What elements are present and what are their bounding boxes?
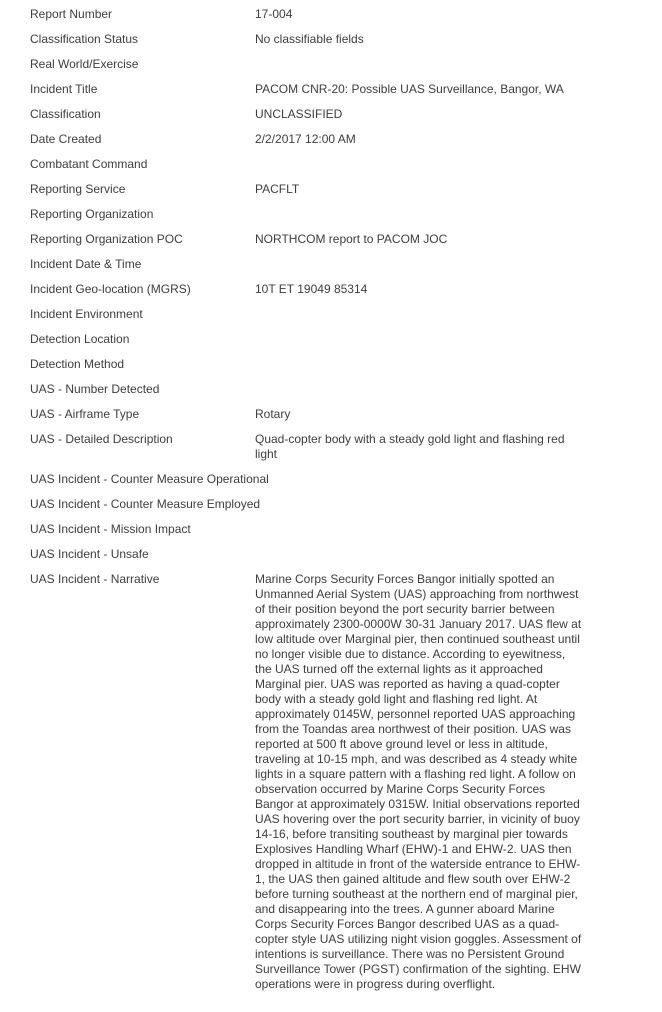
- field-value: [255, 522, 585, 537]
- field-label: Real World/Exercise: [30, 57, 139, 71]
- field-value: [255, 157, 585, 172]
- field-row: [30, 82, 652, 97]
- field-value: [255, 357, 585, 372]
- field-label: Detection Method: [30, 357, 125, 371]
- field-row: [30, 357, 652, 372]
- field-label: Reporting Organization POC: [30, 232, 183, 246]
- field-value: 17-004: [255, 7, 293, 21]
- field-row: [30, 7, 652, 22]
- field-row: [30, 382, 652, 397]
- field-value: [255, 332, 585, 347]
- field-row: [30, 182, 652, 197]
- field-value: UNCLASSIFIED: [255, 107, 343, 121]
- field-row: [30, 432, 652, 462]
- field-row: [30, 32, 652, 47]
- field-value: Rotary: [255, 407, 291, 421]
- field-value: [255, 497, 585, 512]
- field-value: Quad-copter body with a steady gold light and flashing red light: [255, 432, 565, 461]
- field-label: UAS Incident - Counter Measure Employed: [30, 497, 261, 511]
- field-value: [255, 207, 585, 222]
- field-label: Date Created: [30, 132, 102, 146]
- field-label: Incident Title: [30, 82, 98, 96]
- field-value: [255, 547, 585, 562]
- field-row: [30, 257, 652, 272]
- field-row: [30, 332, 652, 347]
- field-value: [255, 382, 585, 397]
- field-list: [30, 7, 652, 992]
- field-row: [30, 572, 652, 992]
- field-label: UAS - Airframe Type: [30, 407, 140, 421]
- field-label: Reporting Service: [30, 182, 126, 196]
- field-value: NORTHCOM report to PACOM JOC: [255, 232, 448, 246]
- field-label: Incident Geo-location (MGRS): [30, 282, 191, 296]
- field-row: [30, 497, 652, 512]
- field-value: PACOM CNR-20: Possible UAS Surveillance, Bangor, WA: [255, 82, 564, 96]
- field-row: [30, 282, 652, 297]
- field-row: [30, 132, 652, 147]
- field-value: 10T ET 19049 85314: [255, 282, 368, 296]
- field-row: [30, 547, 652, 562]
- field-row: [30, 522, 652, 537]
- field-value: PACFLT: [255, 182, 300, 196]
- field-row: [30, 207, 652, 222]
- field-label: UAS Incident - Counter Measure Operational: [30, 472, 269, 486]
- field-label: UAS Incident - Narrative: [30, 572, 160, 586]
- field-value: [255, 57, 585, 72]
- field-row: [30, 107, 652, 122]
- field-label: Report Number: [30, 7, 113, 21]
- field-value: Marine Corps Security Forces Bangor initially spotted an Unmanned Aerial System (UAS) approaching from northwest of their position beyond the port security barrier between approximately 2300-0000W 30-31 January 2017. UAS flew at low altitude over Marginal pier, then continued southeast until no longer visible due to distance. According to eyewitness, the UAS turned off the external lights as it approached Marginal pier. UAS was reported as having a quad-copter body with a steady gold light and flashing red light. At approximately 0145W, personnel reported UAS approaching from the Toandas area northwest of their position. UAS was reported at 500 ft above ground level or less in altitude, traveling at 10-15 mph, and was described as 4 steady white lights in a square pattern with a flashing red light. A follow on observation occurred by Marine Corps Security Forces Bangor at approximately 0315W. Initial observations reported UAS hovering over the port security barrier, in vicinity of buoy 14-16, before transiting southeast by marginal pier towards Explosives Handling Wharf (EHW)-1 and EHW-2. UAS then dropped in altitude in front of the waterside entrance to EHW-1, the UAS then gained altitude and flew south over EHW-2 before turning southeast at the northern end of marginal pier, and disappearing into the trees. A gunner aboard Marine Corps Security Forces Bangor described UAS as a quad-copter style UAS utilizing night vision goggles. Assessment of intentions is surveillance. There was no Persistent Ground Surveillance Tower (PGST) confirmation of the sighting. EHW operations were in progress during overflight.: [255, 572, 582, 991]
- field-label: Classification Status: [30, 32, 139, 46]
- field-label: Incident Environment: [30, 307, 143, 321]
- field-value: No classifiable fields: [255, 32, 364, 46]
- field-value: [255, 307, 585, 322]
- field-value: 2/2/2017 12:00 AM: [255, 132, 356, 146]
- field-row: [30, 407, 652, 422]
- field-label: Combatant Command: [30, 157, 148, 171]
- field-label: Classification: [30, 107, 101, 121]
- field-value: [255, 472, 585, 487]
- field-label: UAS - Detailed Description: [30, 432, 173, 446]
- field-label: Detection Location: [30, 332, 130, 346]
- field-label: Reporting Organization: [30, 207, 154, 221]
- field-value: [255, 257, 585, 272]
- field-label: UAS Incident - Mission Impact: [30, 522, 191, 536]
- field-row: [30, 57, 652, 72]
- field-row: [30, 232, 652, 247]
- field-row: [30, 307, 652, 322]
- field-label: Incident Date & Time: [30, 257, 142, 271]
- field-row: [30, 472, 652, 487]
- field-label: UAS Incident - Unsafe: [30, 547, 149, 561]
- field-label: UAS - Number Detected: [30, 382, 160, 396]
- field-row: [30, 157, 652, 172]
